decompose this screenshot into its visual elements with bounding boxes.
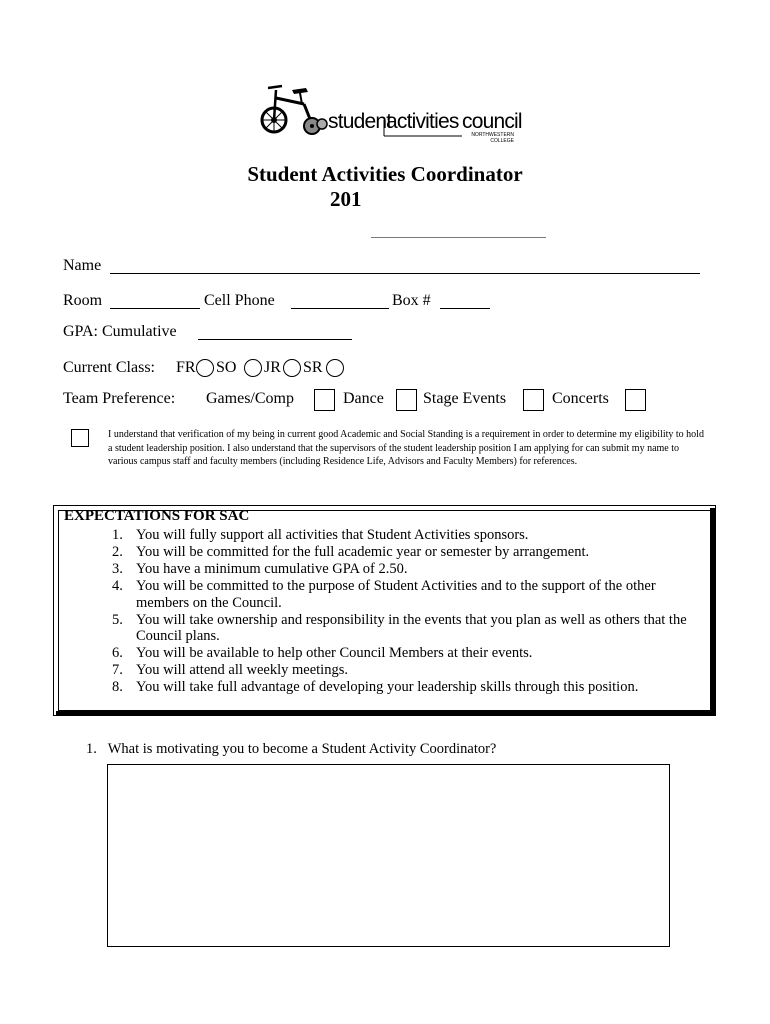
list-item: [112, 578, 702, 612]
name-field[interactable]: [110, 273, 700, 274]
list-item-number: 3.: [112, 560, 123, 577]
class-option-jr-label: JR: [264, 359, 281, 376]
list-item-number: 8.: [112, 679, 123, 696]
class-option-so-radio[interactable]: [244, 359, 262, 377]
list-item-text: You will fully support all activities that Student Activities sponsors.: [136, 527, 529, 543]
list-item: [112, 527, 702, 544]
list-item-number: 7.: [112, 662, 123, 679]
list-item-text: You will be available to help other Council Members at their events.: [136, 645, 533, 662]
list-item: [112, 662, 702, 679]
list-item: [112, 645, 702, 662]
cell-phone-field[interactable]: [291, 308, 389, 309]
list-item-text: You will take full advantage of developing your leadership skills through this position.: [136, 679, 639, 696]
class-option-fr-radio[interactable]: [196, 359, 214, 377]
expectations-title: EXPECTATIONS FOR SAC: [64, 508, 250, 524]
team-option-stage-events-label: Stage Events: [423, 390, 507, 407]
room-label: Room: [63, 292, 103, 309]
list-item-text: You will be committed for the full academic year or semester by arrangement.: [136, 543, 590, 560]
logo-word-activities: activities: [386, 110, 459, 133]
class-option-so-label: SO: [216, 359, 237, 376]
question-1-number: 1.: [86, 741, 97, 757]
team-option-stage-events-checkbox[interactable]: [523, 389, 544, 411]
team-option-dance-label: Dance: [343, 390, 384, 407]
expectations-shadow-right: [710, 508, 715, 716]
list-item: [112, 561, 702, 578]
list-item-text: You will take ownership and responsibility in the events that you plan as well as others that the Council plans.: [136, 611, 687, 645]
list-item: [112, 679, 702, 696]
box-field[interactable]: [440, 308, 490, 309]
team-option-concerts-checkbox[interactable]: [625, 389, 646, 411]
team-option-games-label: Games/Comp: [206, 390, 294, 407]
list-item-text: You will be committed to the purpose of Student Activities and to the support of the other members on the Council.: [136, 577, 656, 611]
logo-subtitle-line2: COLLEGE: [490, 138, 514, 144]
list-item-number: 4.: [112, 577, 123, 594]
cell-phone-label: Cell Phone: [204, 292, 275, 309]
expectations-shadow-bottom: [56, 711, 716, 716]
page-title: [0, 162, 770, 187]
list-item: [112, 544, 702, 561]
class-option-sr-label: SR: [303, 359, 323, 376]
tricycle-icon: [256, 80, 328, 142]
list-item-text: You have a minimum cumulative GPA of 2.50.: [136, 560, 408, 577]
logo-subtitle: [456, 132, 514, 144]
logo-subtitle-line1: NORTHWESTERN: [471, 132, 514, 138]
question-1: [86, 741, 496, 758]
list-item-number: 1.: [112, 527, 123, 543]
logo-word-student: student: [328, 110, 392, 133]
class-option-fr-label: FR: [176, 359, 196, 376]
list-item-number: 5.: [112, 611, 123, 628]
logo: [256, 80, 526, 150]
logo-word-council: council: [462, 110, 522, 133]
current-class-label: Current Class:: [63, 359, 155, 376]
team-preference-label: Team Preference:: [63, 390, 176, 407]
gpa-label: GPA: Cumulative: [63, 323, 177, 340]
team-option-games-checkbox[interactable]: [314, 389, 335, 411]
consent-checkbox[interactable]: [71, 429, 89, 447]
list-item-number: 6.: [112, 645, 123, 662]
page-title-line1: Student Activities Coordinator: [247, 162, 523, 186]
list-item: [112, 612, 702, 646]
page-title-number: 201: [330, 187, 362, 211]
gpa-field[interactable]: [198, 339, 352, 340]
name-label: Name: [63, 257, 102, 274]
top-blank-line: [371, 237, 546, 238]
list-item-text: You will attend all weekly meetings.: [136, 662, 348, 679]
team-option-concerts-label: Concerts: [552, 390, 609, 407]
team-option-dance-checkbox[interactable]: [396, 389, 417, 411]
question-1-answer-box[interactable]: [107, 764, 670, 947]
room-field[interactable]: [110, 308, 200, 309]
consent-text: I understand that verification of my being in current good Academic and Social Standing is a requirement in order to determine my eligibility to hold a student leadership position. I also understand that the supervisors of the student leadership position I am applying for can submit my name to various campus staff and faculty members (including Residence Life, Advisors and Faculty Members) for references.: [108, 429, 704, 468]
box-label: Box #: [392, 292, 431, 309]
list-item-number: 2.: [112, 543, 123, 560]
class-option-jr-radio[interactable]: [283, 359, 301, 377]
expectations-list: [112, 527, 702, 696]
question-1-text: What is motivating you to become a Student Activity Coordinator?: [107, 741, 497, 757]
class-option-sr-radio[interactable]: [326, 359, 344, 377]
